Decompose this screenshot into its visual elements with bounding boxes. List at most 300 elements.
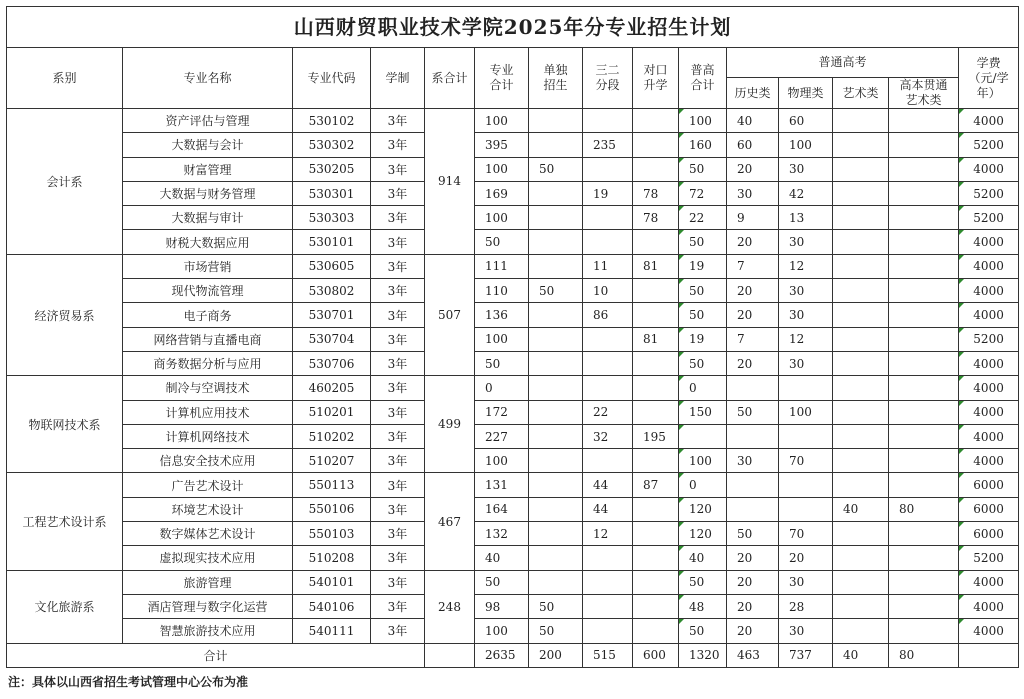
- cell-major-code: 510207: [293, 449, 371, 473]
- cell-physics: 30: [779, 279, 833, 303]
- cell-history: [727, 376, 779, 400]
- cell-major-code: 530706: [293, 351, 371, 375]
- summary-sanEr: 515: [583, 643, 633, 667]
- cell-single-enroll: 50: [529, 594, 583, 618]
- cell-years: 3年: [371, 109, 425, 133]
- table-row: [7, 109, 1019, 133]
- cell-duikou: 78: [633, 206, 679, 230]
- cell-history: 20: [727, 619, 779, 643]
- cell-duikou: [633, 497, 679, 521]
- cell-hb-art: [889, 254, 959, 278]
- cell-history: [727, 497, 779, 521]
- dept-total: 914: [425, 109, 475, 255]
- cell-years: 3年: [371, 400, 425, 424]
- dept-total: 507: [425, 254, 475, 375]
- cell-fee: 4000: [959, 351, 1019, 375]
- header-single: 单独招生: [529, 48, 583, 109]
- cell-physics: 60: [779, 109, 833, 133]
- cell-major-code: 540111: [293, 619, 371, 643]
- cell-years: 3年: [371, 206, 425, 230]
- cell-years: 3年: [371, 254, 425, 278]
- cell-major-code: 530301: [293, 181, 371, 205]
- cell-gk-total: 72: [679, 181, 727, 205]
- dept-total: 248: [425, 570, 475, 643]
- cell-duikou: 78: [633, 181, 679, 205]
- cell-gk-total: 48: [679, 594, 727, 618]
- cell-history: 7: [727, 254, 779, 278]
- table-row: [7, 376, 1019, 400]
- cell-major-total: 50: [475, 230, 529, 254]
- table-row: [7, 254, 1019, 278]
- cell-saner: 12: [583, 522, 633, 546]
- cell-saner: [583, 619, 633, 643]
- cell-single-enroll: [529, 497, 583, 521]
- cell-duikou: [633, 449, 679, 473]
- cell-saner: 86: [583, 303, 633, 327]
- cell-saner: [583, 570, 633, 594]
- cell-fee: 4000: [959, 400, 1019, 424]
- cell-major-code: 530101: [293, 230, 371, 254]
- cell-gk-total: 19: [679, 327, 727, 351]
- cell-physics: 70: [779, 522, 833, 546]
- cell-major-name: 财税大数据应用: [123, 230, 293, 254]
- cell-art: [833, 230, 889, 254]
- cell-duikou: 87: [633, 473, 679, 497]
- table-row: [7, 327, 1019, 351]
- cell-single-enroll: [529, 133, 583, 157]
- dept-name: 文化旅游系: [7, 570, 123, 643]
- cell-fee: 4000: [959, 230, 1019, 254]
- cell-years: 3年: [371, 279, 425, 303]
- cell-gk-total: 50: [679, 351, 727, 375]
- cell-history: 20: [727, 230, 779, 254]
- cell-duikou: 81: [633, 254, 679, 278]
- cell-major-code: 550103: [293, 522, 371, 546]
- cell-history: [727, 424, 779, 448]
- cell-duikou: 195: [633, 424, 679, 448]
- summary-art: 40: [833, 643, 889, 667]
- cell-history: 20: [727, 279, 779, 303]
- header-duikou: 对口升学: [633, 48, 679, 109]
- cell-physics: [779, 376, 833, 400]
- cell-gk-total: 50: [679, 303, 727, 327]
- cell-major-total: 164: [475, 497, 529, 521]
- cell-years: 3年: [371, 327, 425, 351]
- dept-name: 工程艺术设计系: [7, 473, 123, 570]
- cell-gk-total: 50: [679, 279, 727, 303]
- cell-major-code: 540106: [293, 594, 371, 618]
- cell-physics: 13: [779, 206, 833, 230]
- cell-fee: 6000: [959, 497, 1019, 521]
- cell-gk-total: 0: [679, 376, 727, 400]
- cell-major-code: 550113: [293, 473, 371, 497]
- cell-gk-total: 160: [679, 133, 727, 157]
- cell-saner: [583, 546, 633, 570]
- table-row: [7, 594, 1019, 618]
- cell-hb-art: [889, 449, 959, 473]
- cell-major-code: 540101: [293, 570, 371, 594]
- cell-major-code: 530701: [293, 303, 371, 327]
- cell-duikou: [633, 157, 679, 181]
- cell-saner: 44: [583, 497, 633, 521]
- cell-saner: [583, 230, 633, 254]
- summary-row: [7, 643, 1019, 667]
- cell-fee: 4000: [959, 594, 1019, 618]
- cell-physics: 12: [779, 327, 833, 351]
- table-row: [7, 473, 1019, 497]
- cell-gk-total: 19: [679, 254, 727, 278]
- cell-gk-total: 100: [679, 449, 727, 473]
- cell-physics: 30: [779, 351, 833, 375]
- table-row: [7, 230, 1019, 254]
- cell-major-name: 大数据与会计: [123, 133, 293, 157]
- cell-physics: [779, 473, 833, 497]
- summary-total: 2635: [475, 643, 529, 667]
- cell-years: 3年: [371, 570, 425, 594]
- cell-physics: 30: [779, 303, 833, 327]
- cell-fee: 4000: [959, 254, 1019, 278]
- cell-history: 20: [727, 546, 779, 570]
- cell-years: 3年: [371, 157, 425, 181]
- cell-gk-total: 120: [679, 522, 727, 546]
- table-row: [7, 449, 1019, 473]
- cell-major-name: 市场营销: [123, 254, 293, 278]
- cell-duikou: [633, 400, 679, 424]
- cell-history: 30: [727, 449, 779, 473]
- cell-saner: 22: [583, 400, 633, 424]
- cell-single-enroll: [529, 522, 583, 546]
- summary-hist: 463: [727, 643, 779, 667]
- table-row: [7, 133, 1019, 157]
- cell-single-enroll: [529, 400, 583, 424]
- cell-major-code: 530802: [293, 279, 371, 303]
- cell-hb-art: [889, 109, 959, 133]
- cell-art: [833, 279, 889, 303]
- summary-dept-total: [425, 643, 475, 667]
- footnote: 注：具体以山西省招生考试管理中心公布为准: [8, 675, 249, 689]
- cell-art: [833, 473, 889, 497]
- cell-history: 60: [727, 133, 779, 157]
- dept-name: 会计系: [7, 109, 123, 255]
- cell-art: [833, 376, 889, 400]
- cell-saner: 44: [583, 473, 633, 497]
- cell-duikou: [633, 351, 679, 375]
- cell-gk-total: 120: [679, 497, 727, 521]
- cell-single-enroll: [529, 546, 583, 570]
- cell-gk-total: 50: [679, 619, 727, 643]
- cell-hb-art: [889, 546, 959, 570]
- cell-single-enroll: [529, 570, 583, 594]
- header-dept: 系别: [7, 48, 123, 109]
- cell-art: [833, 254, 889, 278]
- cell-major-total: 131: [475, 473, 529, 497]
- cell-gk-total: 0: [679, 473, 727, 497]
- cell-art: [833, 133, 889, 157]
- cell-fee: 4000: [959, 157, 1019, 181]
- cell-history: 50: [727, 400, 779, 424]
- cell-single-enroll: [529, 424, 583, 448]
- header-gk-group: 普通高考: [727, 48, 959, 78]
- cell-years: 3年: [371, 181, 425, 205]
- cell-physics: 30: [779, 157, 833, 181]
- cell-major-name: 酒店管理与数字化运营: [123, 594, 293, 618]
- cell-gk-total: 150: [679, 400, 727, 424]
- cell-fee: 4000: [959, 109, 1019, 133]
- cell-hb-art: [889, 400, 959, 424]
- header-major: 专业名称: [123, 48, 293, 109]
- cell-major-name: 现代物流管理: [123, 279, 293, 303]
- cell-history: [727, 473, 779, 497]
- table-row: [7, 279, 1019, 303]
- page-title: 山西财贸职业技术学院2025年分专业招生计划: [7, 7, 1019, 48]
- cell-major-total: 50: [475, 570, 529, 594]
- table-row: [7, 303, 1019, 327]
- cell-saner: 235: [583, 133, 633, 157]
- admission-plan-sheet: [6, 6, 1018, 668]
- cell-history: 40: [727, 109, 779, 133]
- cell-hb-art: [889, 279, 959, 303]
- cell-major-total: 395: [475, 133, 529, 157]
- cell-major-total: 111: [475, 254, 529, 278]
- cell-major-total: 110: [475, 279, 529, 303]
- cell-art: [833, 327, 889, 351]
- dept-total: 467: [425, 473, 475, 570]
- cell-major-total: 169: [475, 181, 529, 205]
- cell-history: 20: [727, 303, 779, 327]
- table-row: [7, 619, 1019, 643]
- cell-years: 3年: [371, 497, 425, 521]
- cell-major-name: 智慧旅游技术应用: [123, 619, 293, 643]
- cell-physics: 28: [779, 594, 833, 618]
- cell-duikou: [633, 303, 679, 327]
- cell-major-total: 227: [475, 424, 529, 448]
- summary-phys: 737: [779, 643, 833, 667]
- cell-art: [833, 181, 889, 205]
- cell-hb-art: [889, 570, 959, 594]
- cell-years: 3年: [371, 594, 425, 618]
- cell-fee: 5200: [959, 327, 1019, 351]
- cell-major-total: 100: [475, 109, 529, 133]
- cell-major-total: 100: [475, 619, 529, 643]
- cell-major-name: 环境艺术设计: [123, 497, 293, 521]
- cell-fee: 5200: [959, 133, 1019, 157]
- cell-years: 3年: [371, 619, 425, 643]
- cell-duikou: [633, 376, 679, 400]
- cell-fee: 4000: [959, 619, 1019, 643]
- cell-major-name: 资产评估与管理: [123, 109, 293, 133]
- table-row: [7, 206, 1019, 230]
- cell-hb-art: [889, 594, 959, 618]
- cell-major-name: 电子商务: [123, 303, 293, 327]
- table-body: [7, 109, 1019, 668]
- cell-physics: 12: [779, 254, 833, 278]
- summary-label: 合计: [7, 643, 425, 667]
- cell-single-enroll: 50: [529, 619, 583, 643]
- cell-duikou: 81: [633, 327, 679, 351]
- cell-fee: 6000: [959, 473, 1019, 497]
- cell-history: 20: [727, 594, 779, 618]
- cell-years: 3年: [371, 424, 425, 448]
- cell-single-enroll: [529, 206, 583, 230]
- table-row: [7, 424, 1019, 448]
- header-history: 历史类: [727, 78, 779, 109]
- table-row: [7, 400, 1019, 424]
- cell-saner: [583, 109, 633, 133]
- cell-fee: 5200: [959, 546, 1019, 570]
- summary-hb: 80: [889, 643, 959, 667]
- cell-major-code: 550106: [293, 497, 371, 521]
- cell-hb-art: [889, 473, 959, 497]
- cell-gk-total: 50: [679, 230, 727, 254]
- cell-years: 3年: [371, 376, 425, 400]
- cell-major-code: 460205: [293, 376, 371, 400]
- cell-saner: 10: [583, 279, 633, 303]
- cell-gk-total: 22: [679, 206, 727, 230]
- cell-years: 3年: [371, 522, 425, 546]
- cell-fee: 4000: [959, 570, 1019, 594]
- dept-name: 经济贸易系: [7, 254, 123, 375]
- cell-major-name: 计算机应用技术: [123, 400, 293, 424]
- cell-saner: 19: [583, 181, 633, 205]
- table-row: [7, 522, 1019, 546]
- cell-physics: 20: [779, 546, 833, 570]
- cell-art: [833, 109, 889, 133]
- cell-saner: [583, 351, 633, 375]
- cell-history: 20: [727, 570, 779, 594]
- cell-art: [833, 157, 889, 181]
- cell-major-total: 172: [475, 400, 529, 424]
- cell-duikou: [633, 546, 679, 570]
- cell-art: [833, 424, 889, 448]
- cell-gk-total: [679, 424, 727, 448]
- cell-hb-art: [889, 157, 959, 181]
- header-major-total: 专业合计: [475, 48, 529, 109]
- dept-total: 499: [425, 376, 475, 473]
- cell-single-enroll: [529, 327, 583, 351]
- cell-duikou: [633, 230, 679, 254]
- cell-art: [833, 546, 889, 570]
- cell-hb-art: [889, 133, 959, 157]
- cell-major-name: 网络营销与直播电商: [123, 327, 293, 351]
- cell-physics: 30: [779, 230, 833, 254]
- cell-major-name: 数字媒体艺术设计: [123, 522, 293, 546]
- cell-years: 3年: [371, 303, 425, 327]
- cell-physics: 70: [779, 449, 833, 473]
- cell-gk-total: 100: [679, 109, 727, 133]
- cell-major-name: 计算机网络技术: [123, 424, 293, 448]
- cell-saner: 11: [583, 254, 633, 278]
- cell-physics: 30: [779, 570, 833, 594]
- cell-major-total: 100: [475, 449, 529, 473]
- table-row: [7, 497, 1019, 521]
- cell-single-enroll: [529, 109, 583, 133]
- cell-art: [833, 522, 889, 546]
- cell-major-total: 0: [475, 376, 529, 400]
- cell-history: 50: [727, 522, 779, 546]
- cell-physics: 100: [779, 133, 833, 157]
- cell-single-enroll: [529, 351, 583, 375]
- cell-gk-total: 40: [679, 546, 727, 570]
- cell-major-total: 132: [475, 522, 529, 546]
- admission-plan-table: [6, 6, 1019, 668]
- cell-gk-total: 50: [679, 157, 727, 181]
- cell-major-code: 530303: [293, 206, 371, 230]
- cell-duikou: [633, 522, 679, 546]
- summary-fee: [959, 643, 1019, 667]
- cell-hb-art: [889, 181, 959, 205]
- cell-physics: [779, 497, 833, 521]
- cell-single-enroll: [529, 473, 583, 497]
- cell-single-enroll: [529, 449, 583, 473]
- summary-gk: 1320: [679, 643, 727, 667]
- cell-history: 20: [727, 351, 779, 375]
- cell-major-code: 530102: [293, 109, 371, 133]
- cell-single-enroll: [529, 303, 583, 327]
- cell-major-code: 530205: [293, 157, 371, 181]
- cell-art: [833, 206, 889, 230]
- cell-major-code: 510201: [293, 400, 371, 424]
- cell-major-code: 510202: [293, 424, 371, 448]
- cell-single-enroll: 50: [529, 279, 583, 303]
- header-gk-total: 普高合计: [679, 48, 727, 109]
- cell-saner: [583, 206, 633, 230]
- cell-fee: 4000: [959, 279, 1019, 303]
- cell-years: 3年: [371, 473, 425, 497]
- cell-major-name: 商务数据分析与应用: [123, 351, 293, 375]
- cell-art: [833, 570, 889, 594]
- cell-saner: [583, 376, 633, 400]
- cell-hb-art: [889, 424, 959, 448]
- cell-saner: [583, 449, 633, 473]
- cell-art: 40: [833, 497, 889, 521]
- cell-major-code: 530605: [293, 254, 371, 278]
- cell-single-enroll: [529, 230, 583, 254]
- cell-hb-art: [889, 522, 959, 546]
- cell-physics: 42: [779, 181, 833, 205]
- cell-fee: 5200: [959, 206, 1019, 230]
- header-saner: 三二分段: [583, 48, 633, 109]
- table-row: [7, 546, 1019, 570]
- cell-art: [833, 400, 889, 424]
- table-row: [7, 157, 1019, 181]
- cell-years: 3年: [371, 230, 425, 254]
- header-art: 艺术类: [833, 78, 889, 109]
- cell-duikou: [633, 594, 679, 618]
- cell-major-name: 虚拟现实技术应用: [123, 546, 293, 570]
- cell-duikou: [633, 133, 679, 157]
- table-row: [7, 351, 1019, 375]
- header-fee: 学费（元/学年）: [959, 48, 1019, 109]
- cell-major-total: 100: [475, 327, 529, 351]
- cell-gk-total: 50: [679, 570, 727, 594]
- cell-art: [833, 594, 889, 618]
- cell-history: 7: [727, 327, 779, 351]
- cell-physics: 30: [779, 619, 833, 643]
- cell-art: [833, 449, 889, 473]
- cell-history: 20: [727, 157, 779, 181]
- cell-major-name: 大数据与财务管理: [123, 181, 293, 205]
- cell-major-total: 98: [475, 594, 529, 618]
- cell-single-enroll: [529, 254, 583, 278]
- cell-major-name: 制冷与空调技术: [123, 376, 293, 400]
- cell-hb-art: 80: [889, 497, 959, 521]
- cell-physics: [779, 424, 833, 448]
- cell-major-total: 50: [475, 351, 529, 375]
- header-hb-art: 高本贯通艺术类: [889, 78, 959, 109]
- cell-art: [833, 303, 889, 327]
- cell-major-code: 530704: [293, 327, 371, 351]
- table-row: [7, 570, 1019, 594]
